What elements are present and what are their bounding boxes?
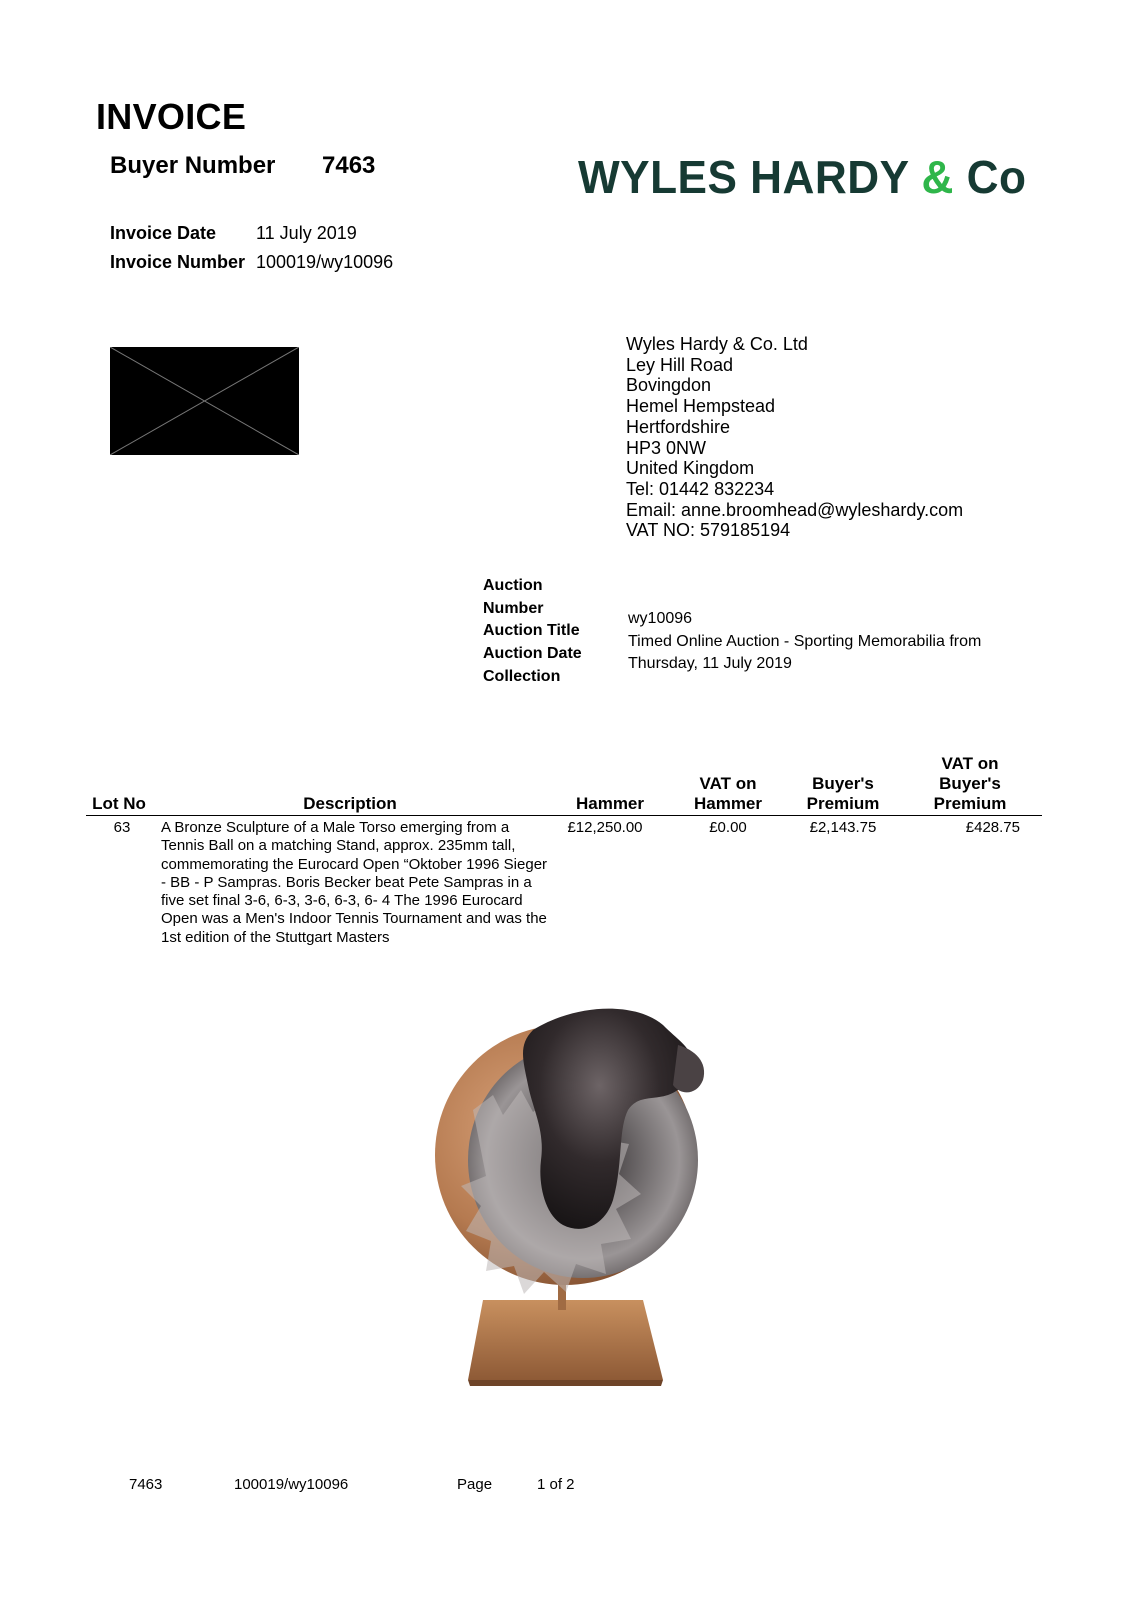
row-vat-premium: £428.75 <box>965 819 1020 836</box>
header-line: VAT on <box>941 754 999 773</box>
auction-values <box>628 608 981 676</box>
header-line: Buyer's <box>812 774 874 793</box>
header-line: Hammer <box>693 794 763 813</box>
sculpture-image <box>283 1000 852 1395</box>
auction-title-value: Timed Online Auction - Sporting Memorabilia from <box>628 632 982 650</box>
invoice-number-value: 100019/wy10096 <box>256 252 394 272</box>
col-header-vat-hammer <box>678 774 778 814</box>
header-line: Buyer's <box>939 774 1001 793</box>
address-line: Wyles Hardy & Co. Ltd <box>626 334 808 354</box>
buyer-number-value: 7463 <box>322 152 376 179</box>
auction-label: Auction Date <box>483 645 582 663</box>
col-header-vat-premium <box>920 754 1020 814</box>
address-line: Tel: 01442 832234 <box>626 478 775 499</box>
footer-page-value: 1 of 2 <box>537 1476 575 1493</box>
address-line: VAT NO: 579185194 <box>626 520 791 541</box>
address-line: Hertfordshire <box>626 416 731 437</box>
footer-buyer-number: 7463 <box>129 1476 163 1493</box>
address-line: HP3 0NW <box>626 437 707 458</box>
col-header-description: Description <box>303 794 397 813</box>
invoice-date-value: 11 July 2019 <box>256 223 357 243</box>
auction-label: Auction Title <box>483 622 580 640</box>
row-lot: 63 <box>113 819 131 836</box>
logo-ampersand: & <box>921 151 954 203</box>
row-buyers-premium: £2,143.75 <box>809 819 877 836</box>
auction-labels <box>483 575 582 689</box>
header-line: Premium <box>933 794 1007 813</box>
header-line: VAT on <box>699 774 757 793</box>
auction-label: Number <box>483 599 544 617</box>
invoice-title: INVOICE <box>96 96 247 137</box>
row-description: A Bronze Sculpture of a Male Torso emerging from a Tennis Ball on a matching Stand, approx. 235mm tall, commemorating the Eurocard Open “Oktober 1996 Sieger - BB - P Sampras. Boris Becker beat Pete Sampras in a five set final 3-6, 6-3, 3-6, 6-3, 6- 4 The 1996 Eurocard Open was a Men's Indoor Tennis Tournament and was the 1st edition of the Stuttgart Masters <box>161 819 548 946</box>
header-line: Premium <box>806 794 880 813</box>
table-header-rule <box>86 815 1042 816</box>
logo-tail-text: Co <box>953 151 1027 203</box>
invoice-number-label: Invoice Number <box>110 252 246 272</box>
address-line: Ley Hill Road <box>626 354 734 375</box>
row-hammer: £12,250.00 <box>567 819 643 836</box>
address-line: United Kingdom <box>626 458 755 479</box>
address-line: Bovingdon <box>626 375 712 396</box>
auction-date-value: Thursday, 11 July 2019 <box>628 655 792 673</box>
buyer-number-label: Buyer Number <box>110 152 276 179</box>
footer-page-label: Page <box>457 1476 493 1493</box>
lot-photo <box>283 1000 852 1395</box>
auction-label: Auction <box>483 577 543 594</box>
address-line: Email: anne.broomhead@wyleshardy.com <box>626 499 964 520</box>
logo-main-text: WYLES HARDY <box>578 151 922 203</box>
footer-invoice-number: 100019/wy10096 <box>234 1476 349 1493</box>
invoice-date-label: Invoice Date <box>110 223 217 243</box>
col-header-buyers-premium <box>793 774 893 814</box>
image-placeholder <box>110 347 299 455</box>
auction-number-value: wy10096 <box>628 610 693 627</box>
row-vat-hammer: £0.00 <box>709 819 747 836</box>
company-address <box>626 334 963 541</box>
col-header-hammer: Hammer <box>575 794 645 813</box>
col-header-lot: Lot No <box>92 794 146 813</box>
auction-label: Collection <box>483 667 561 685</box>
address-line: Hemel Hempstead <box>626 396 776 417</box>
company-logo <box>578 150 1027 204</box>
placeholder-cross-icon <box>110 347 299 455</box>
